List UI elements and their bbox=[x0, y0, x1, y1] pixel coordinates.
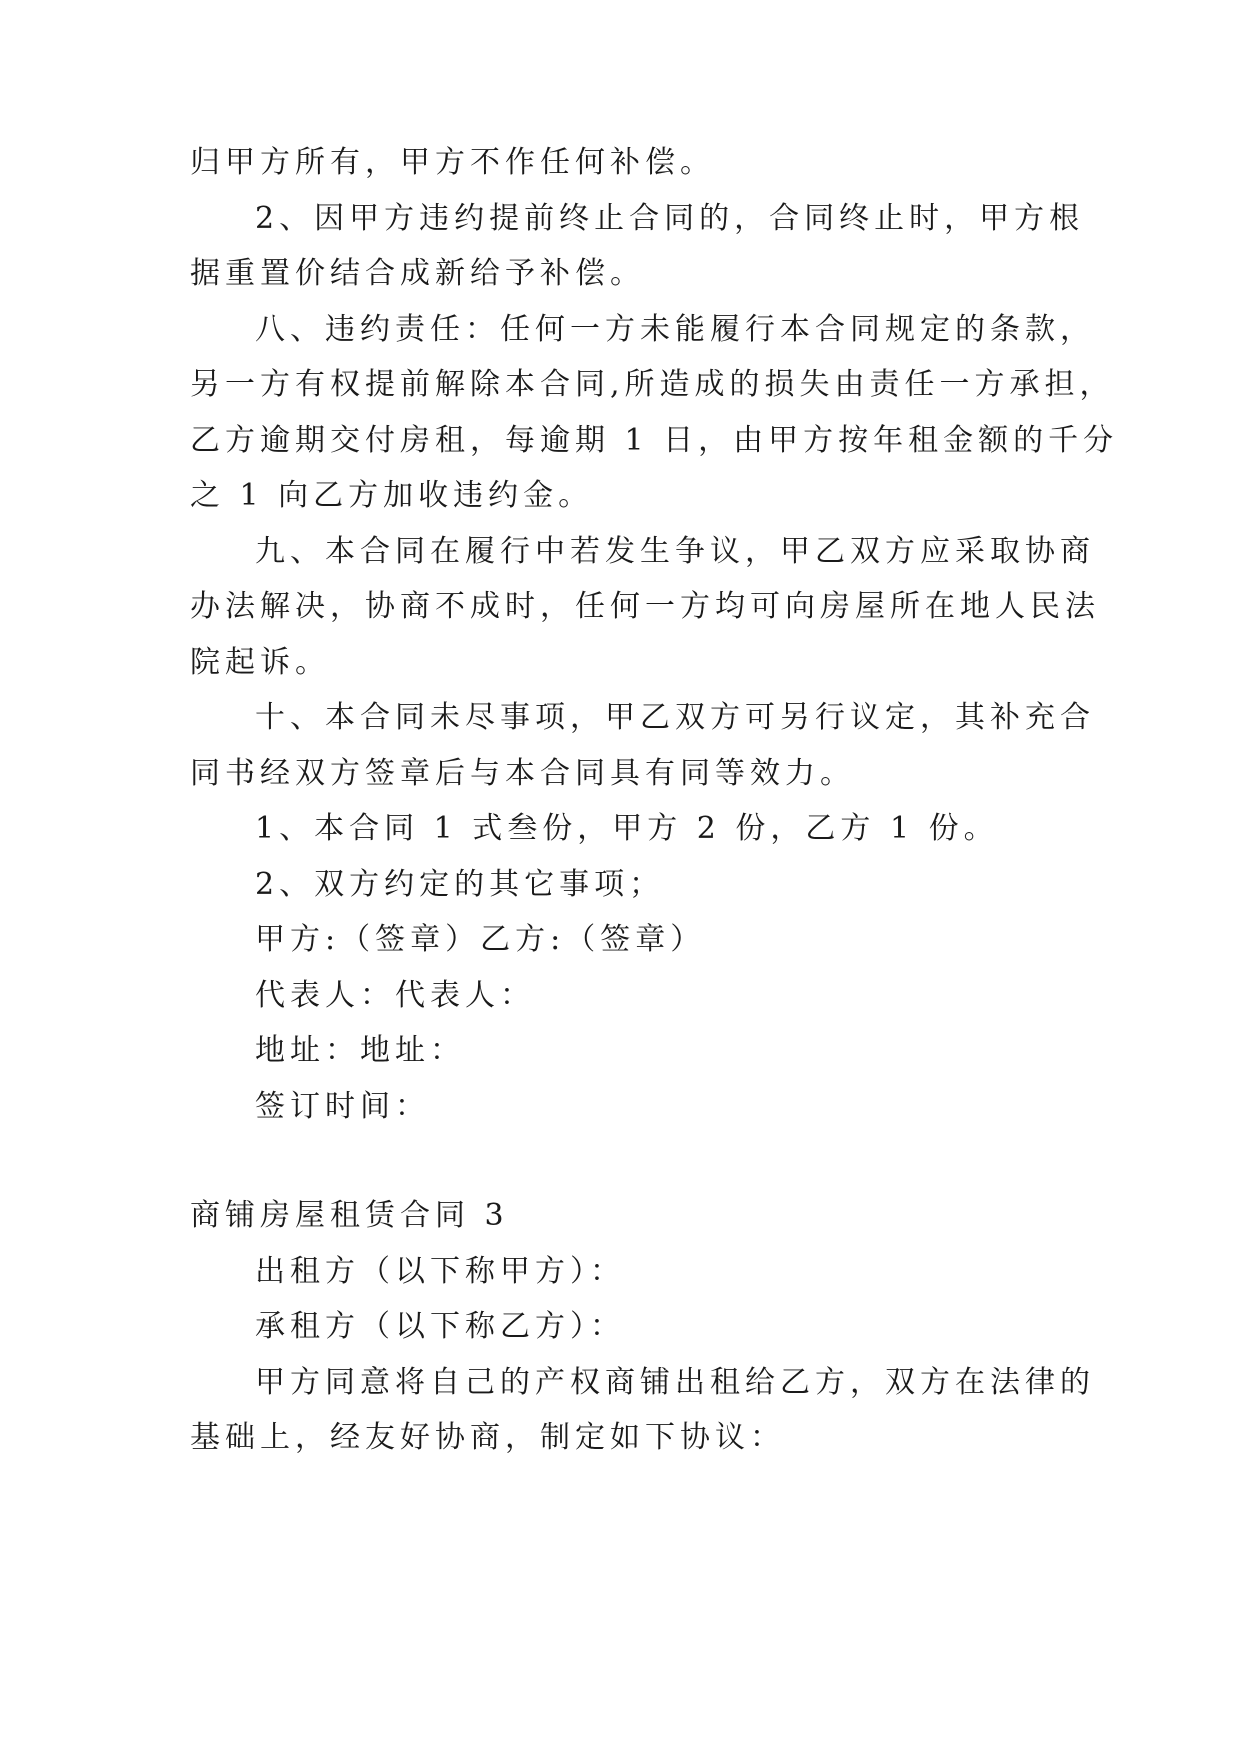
text-line: 院起诉。 bbox=[190, 645, 330, 680]
text-line: 甲方同意将自己的产权商铺出租给乙方，双方在法律的 bbox=[255, 1365, 1095, 1400]
text-line: 甲方:（签章）乙方:（签章） bbox=[255, 922, 706, 957]
text-line: 之 1 向乙方加收违约金。 bbox=[190, 478, 594, 513]
text-line: 出租方（以下称甲方）： bbox=[255, 1254, 625, 1289]
text-line: 基础上，经友好协商，制定如下协议： bbox=[190, 1420, 785, 1455]
text-line: 归甲方所有，甲方不作任何补偿。 bbox=[190, 145, 715, 180]
text-line: 承租方（以下称乙方）： bbox=[255, 1309, 625, 1344]
text-line: 另一方有权提前解除本合同,所造成的损失由责任一方承担， bbox=[190, 367, 1115, 402]
text-line: 签订时间： bbox=[255, 1089, 430, 1124]
text-line: 九、本合同在履行中若发生争议，甲乙双方应采取协商 bbox=[255, 534, 1095, 569]
text-line: 据重置价结合成新给予补偿。 bbox=[190, 256, 645, 291]
text-line: 地址：地址： bbox=[255, 1033, 465, 1068]
text-line: 2、因甲方违约提前终止合同的，合同终止时，甲方根 bbox=[255, 201, 1085, 236]
text-line: 代表人：代表人： bbox=[255, 978, 535, 1013]
text-line: 2、双方约定的其它事项； bbox=[255, 867, 665, 902]
text-line: 乙方逾期交付房租，每逾期 1 日，由甲方按年租金额的千分 bbox=[190, 423, 1119, 458]
text-line: 1、本合同 1 式叁份，甲方 2 份，乙方 1 份。 bbox=[255, 811, 999, 846]
text-line: 同书经双方签章后与本合同具有同等效力。 bbox=[190, 756, 855, 791]
text-line: 十、本合同未尽事项，甲乙双方可另行议定，其补充合 bbox=[255, 700, 1095, 735]
section-heading: 商铺房屋租赁合同 3 bbox=[190, 1198, 509, 1233]
text-line: 八、违约责任：任何一方未能履行本合同规定的条款， bbox=[255, 312, 1095, 347]
text-line: 办法解决，协商不成时，任何一方均可向房屋所在地人民法 bbox=[190, 589, 1100, 624]
